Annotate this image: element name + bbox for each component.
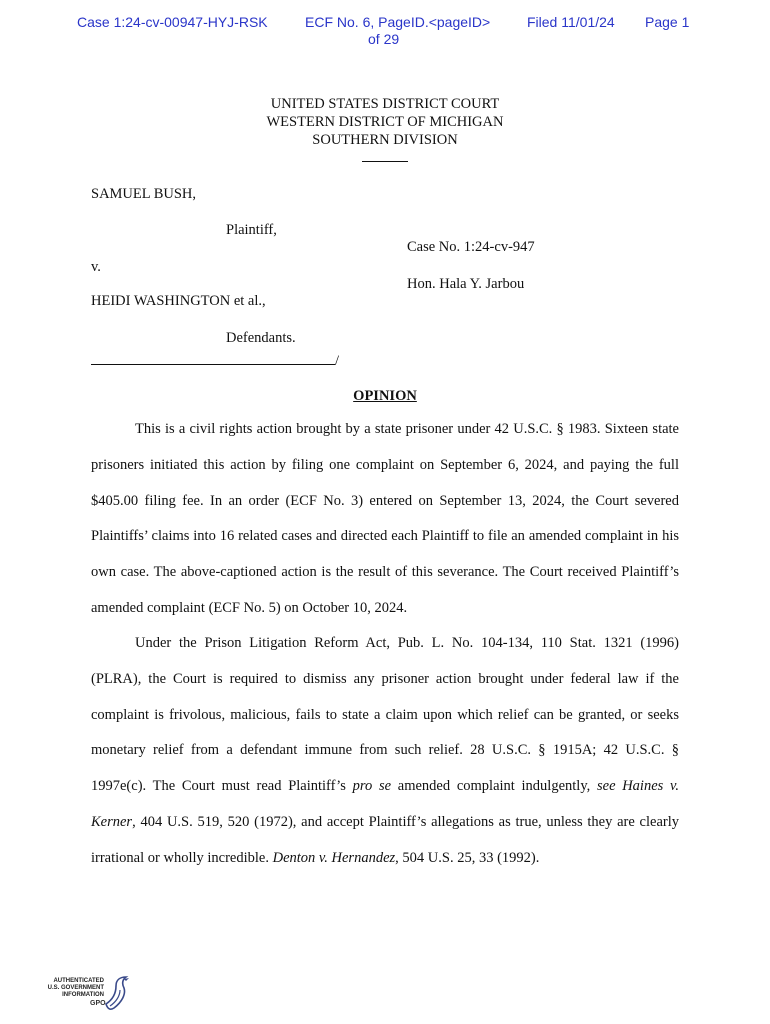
gpo-authentication-seal [44, 974, 134, 1018]
court-name: UNITED STATES DISTRICT COURT [270, 96, 500, 112]
divider [362, 149, 408, 162]
case-citation: Denton v. Hernandez [272, 849, 396, 866]
court-heading [0, 95, 770, 167]
case-citation: see Haines v. Kerner [91, 778, 679, 830]
text-run: , 404 U.S. 519, 520 (1972), and accept Plaintiff’s allegations as true, unless they are clearly irrational or wholly incredible. [91, 813, 679, 866]
defendant-name: HEIDI WASHINGTON et al., [91, 293, 266, 309]
paragraph-text [91, 626, 679, 877]
italic-run: pro se [352, 778, 392, 795]
header-ecf-number: ECF No. 6, PageID.<pageID> [305, 14, 491, 30]
seal-line: AUTHENTICATED [53, 978, 104, 984]
seal-line: INFORMATION [62, 992, 104, 998]
caption-underline [91, 352, 335, 365]
judge-name: Hon. Hala Y. Jarbou [407, 276, 525, 292]
caption-rule [91, 352, 339, 370]
seal-gpo: GPO [90, 1000, 106, 1007]
text-run: , 504 U.S. 25, 33 (1992). [395, 849, 540, 866]
opinion-paragraph-1 [91, 412, 679, 627]
header-page-total: of 29 [368, 31, 400, 47]
court-division: SOUTHERN DIVISION [312, 132, 458, 148]
plaintiff-name: SAMUEL BUSH, [91, 186, 197, 202]
case-number: Case No. 1:24-cv-947 [407, 239, 535, 255]
court-district: WESTERN DISTRICT OF MICHIGAN [266, 114, 504, 130]
text-run: amended complaint indulgently, [391, 778, 597, 795]
paragraph-text: This is a civil rights action brought by a state prisoner under 42 U.S.C. § 1983. Sixteen state prisoners initiated this action by filing one complaint on September 6, 2024, and paying the full $405.00 filing fee. In an order (ECF No. 3) entered on September 13, 2024, the Court severed Plaintiffs’ claims into 16 related cases and directed each Plaintiff to file an amended complaint in his own case. The above-captioned action is the result of this severance. The Court received Plaintiff’s amended complaint (ECF No. 5) on October 10, 2024. [91, 421, 679, 616]
opinion-heading: OPINION [353, 388, 417, 404]
header-page-number: Page 1 [645, 14, 690, 30]
plaintiff-role: Plaintiff, [226, 222, 277, 238]
defendant-role: Defendants. [226, 330, 296, 346]
eagle-seal-icon [102, 974, 132, 1016]
caption-slash: / [335, 353, 340, 369]
text-run: Under the Prison Litigation Reform Act, Pub. L. No. 104-134, 110 Stat. 1321 (1996) (PLRA), the Court is required to dismiss any prisoner action brought under federal law if the complaint is frivolous, malicious, fails to state a claim upon which relief can be granted, or seeks monetary relief from a defendant immune from such relief. 28 U.S.C. § 1915A; 42 U.S.C. § 1997e(c). The Court must read Plaintiff’s [91, 635, 679, 795]
versus: v. [91, 259, 101, 275]
seal-text [44, 978, 104, 999]
opinion-paragraph-2 [91, 626, 679, 877]
header-filed-date: Filed 11/01/24 [527, 14, 615, 30]
seal-line: U.S. GOVERNMENT [47, 985, 104, 991]
header-case-id: Case 1:24-cv-00947-HYJ-RSK [77, 14, 268, 30]
